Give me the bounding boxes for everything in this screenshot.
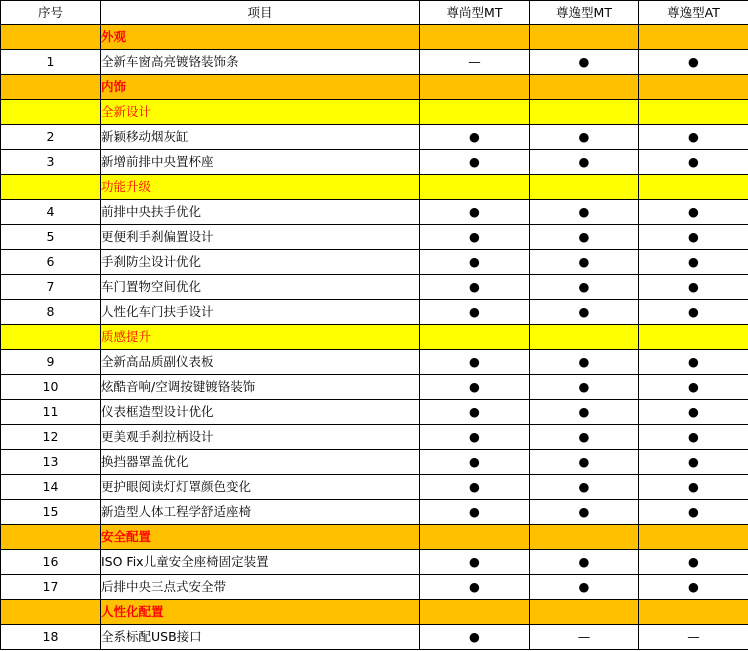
table-row [1,200,748,225]
mark-zunshang-mt: ● [420,200,530,225]
section-empty-cell [639,100,748,125]
mark-zunyi-mt: ● [530,125,639,150]
section-empty-cell [420,25,530,50]
mark-zunyi-mt: — [530,625,639,650]
mark-zunshang-mt: ● [420,250,530,275]
header-number: 序号 [1,1,101,25]
row-item-name: 换挡器罩盖优化 [101,450,420,475]
row-item-name: ISO Fix儿童安全座椅固定装置 [101,550,420,575]
section-empty-cell [530,525,639,550]
mark-zunyi-mt: ● [530,250,639,275]
mark-zunyi-at: ● [639,400,748,425]
section-number-cell [1,600,101,625]
section-row [1,75,748,100]
row-item-name: 前排中央扶手优化 [101,200,420,225]
header-row [1,1,748,25]
subsection-row [1,325,748,350]
mark-zunyi-mt: ● [530,575,639,600]
mark-zunyi-mt: ● [530,425,639,450]
mark-zunyi-mt: ● [530,550,639,575]
row-number: 11 [1,400,101,425]
mark-zunyi-at: ● [639,375,748,400]
mark-zunyi-mt: ● [530,200,639,225]
mark-zunyi-mt: ● [530,350,639,375]
mark-zunshang-mt: ● [420,300,530,325]
row-item-name: 新增前排中央置杯座 [101,150,420,175]
row-number: 18 [1,625,101,650]
row-item-name: 更便利手刹偏置设计 [101,225,420,250]
row-item-name: 仪表框造型设计优化 [101,400,420,425]
mark-zunshang-mt: ● [420,275,530,300]
section-empty-cell [420,175,530,200]
section-empty-cell [639,600,748,625]
table-row [1,575,748,600]
mark-zunshang-mt: ● [420,225,530,250]
row-number: 13 [1,450,101,475]
mark-zunyi-at: ● [639,250,748,275]
mark-zunyi-mt: ● [530,475,639,500]
section-empty-cell [530,100,639,125]
mark-zunshang-mt: ● [420,375,530,400]
section-row [1,25,748,50]
row-number: 3 [1,150,101,175]
row-number: 1 [1,50,101,75]
section-empty-cell [639,75,748,100]
section-empty-cell [530,175,639,200]
mark-zunyi-at: ● [639,500,748,525]
subsection-title: 质感提升 [101,325,420,350]
mark-zunyi-at: ● [639,350,748,375]
section-number-cell [1,525,101,550]
table-row [1,300,748,325]
mark-zunyi-at: ● [639,475,748,500]
table-row [1,250,748,275]
mark-zunyi-at: ● [639,225,748,250]
table-row [1,50,748,75]
mark-zunshang-mt: ● [420,400,530,425]
subsection-row [1,100,748,125]
row-item-name: 新颖移动烟灰缸 [101,125,420,150]
mark-zunyi-at: — [639,625,748,650]
section-row [1,600,748,625]
mark-zunyi-mt: ● [530,300,639,325]
mark-zunshang-mt: ● [420,425,530,450]
row-number: 16 [1,550,101,575]
header-trim-zunshang-mt: 尊尚型MT [420,1,530,25]
row-item-name: 炫酷音响/空调按键镀铬装饰 [101,375,420,400]
row-number: 12 [1,425,101,450]
mark-zunyi-at: ● [639,300,748,325]
row-item-name: 车门置物空间优化 [101,275,420,300]
row-number: 15 [1,500,101,525]
section-empty-cell [420,75,530,100]
row-item-name: 更护眼阅读灯灯罩颜色变化 [101,475,420,500]
section-empty-cell [420,600,530,625]
subsection-row [1,175,748,200]
section-number-cell [1,175,101,200]
mark-zunyi-at: ● [639,550,748,575]
section-empty-cell [420,525,530,550]
table-row [1,350,748,375]
row-item-name: 人性化车门扶手设计 [101,300,420,325]
section-empty-cell [639,325,748,350]
table-row [1,275,748,300]
row-item-name: 更美观手刹拉柄设计 [101,425,420,450]
mark-zunyi-mt: ● [530,450,639,475]
row-number: 17 [1,575,101,600]
mark-zunshang-mt: ● [420,150,530,175]
section-empty-cell [639,25,748,50]
mark-zunshang-mt: ● [420,450,530,475]
mark-zunyi-at: ● [639,450,748,475]
section-empty-cell [530,75,639,100]
section-empty-cell [639,175,748,200]
row-number: 10 [1,375,101,400]
table-row [1,550,748,575]
section-number-cell [1,25,101,50]
row-number: 7 [1,275,101,300]
mark-zunyi-at: ● [639,275,748,300]
mark-zunyi-mt: ● [530,400,639,425]
subsection-title: 全新设计 [101,100,420,125]
row-item-name: 新造型人体工程学舒适座椅 [101,500,420,525]
mark-zunyi-mt: ● [530,50,639,75]
section-title: 人性化配置 [101,600,420,625]
mark-zunyi-mt: ● [530,375,639,400]
section-empty-cell [530,325,639,350]
mark-zunyi-at: ● [639,200,748,225]
mark-zunyi-at: ● [639,50,748,75]
mark-zunyi-at: ● [639,575,748,600]
row-item-name: 全系标配USB接口 [101,625,420,650]
row-item-name: 手刹防尘设计优化 [101,250,420,275]
table-row [1,400,748,425]
section-number-cell [1,100,101,125]
table-row [1,625,748,650]
mark-zunshang-mt: ● [420,625,530,650]
mark-zunshang-mt: ● [420,475,530,500]
header-item: 项目 [101,1,420,25]
section-title: 外观 [101,25,420,50]
row-item-name: 全新车窗高亮镀铬装饰条 [101,50,420,75]
mark-zunshang-mt: ● [420,550,530,575]
row-item-name: 全新高品质副仪表板 [101,350,420,375]
mark-zunyi-at: ● [639,125,748,150]
section-empty-cell [420,325,530,350]
table-row [1,475,748,500]
section-number-cell [1,325,101,350]
table-row [1,150,748,175]
table-row [1,450,748,475]
mark-zunshang-mt: ● [420,125,530,150]
section-title: 内饰 [101,75,420,100]
row-item-name: 后排中央三点式安全带 [101,575,420,600]
mark-zunyi-mt: ● [530,275,639,300]
table-row [1,425,748,450]
mark-zunyi-mt: ● [530,500,639,525]
row-number: 8 [1,300,101,325]
subsection-title: 功能升级 [101,175,420,200]
table-row [1,125,748,150]
row-number: 9 [1,350,101,375]
row-number: 5 [1,225,101,250]
mark-zunshang-mt: ● [420,350,530,375]
header-trim-zunyi-at: 尊逸型AT [639,1,748,25]
row-number: 14 [1,475,101,500]
table-row [1,225,748,250]
section-empty-cell [420,100,530,125]
row-number: 6 [1,250,101,275]
section-number-cell [1,75,101,100]
section-empty-cell [639,525,748,550]
section-row [1,525,748,550]
section-title: 安全配置 [101,525,420,550]
mark-zunyi-at: ● [639,425,748,450]
mark-zunshang-mt: ● [420,575,530,600]
row-number: 2 [1,125,101,150]
mark-zunyi-mt: ● [530,225,639,250]
table-row [1,375,748,400]
mark-zunshang-mt: — [420,50,530,75]
mark-zunyi-at: ● [639,150,748,175]
row-number: 4 [1,200,101,225]
header-trim-zunyi-mt: 尊逸型MT [530,1,639,25]
section-empty-cell [530,600,639,625]
mark-zunshang-mt: ● [420,500,530,525]
table-row [1,500,748,525]
section-empty-cell [530,25,639,50]
table-body [1,25,748,650]
mark-zunyi-mt: ● [530,150,639,175]
